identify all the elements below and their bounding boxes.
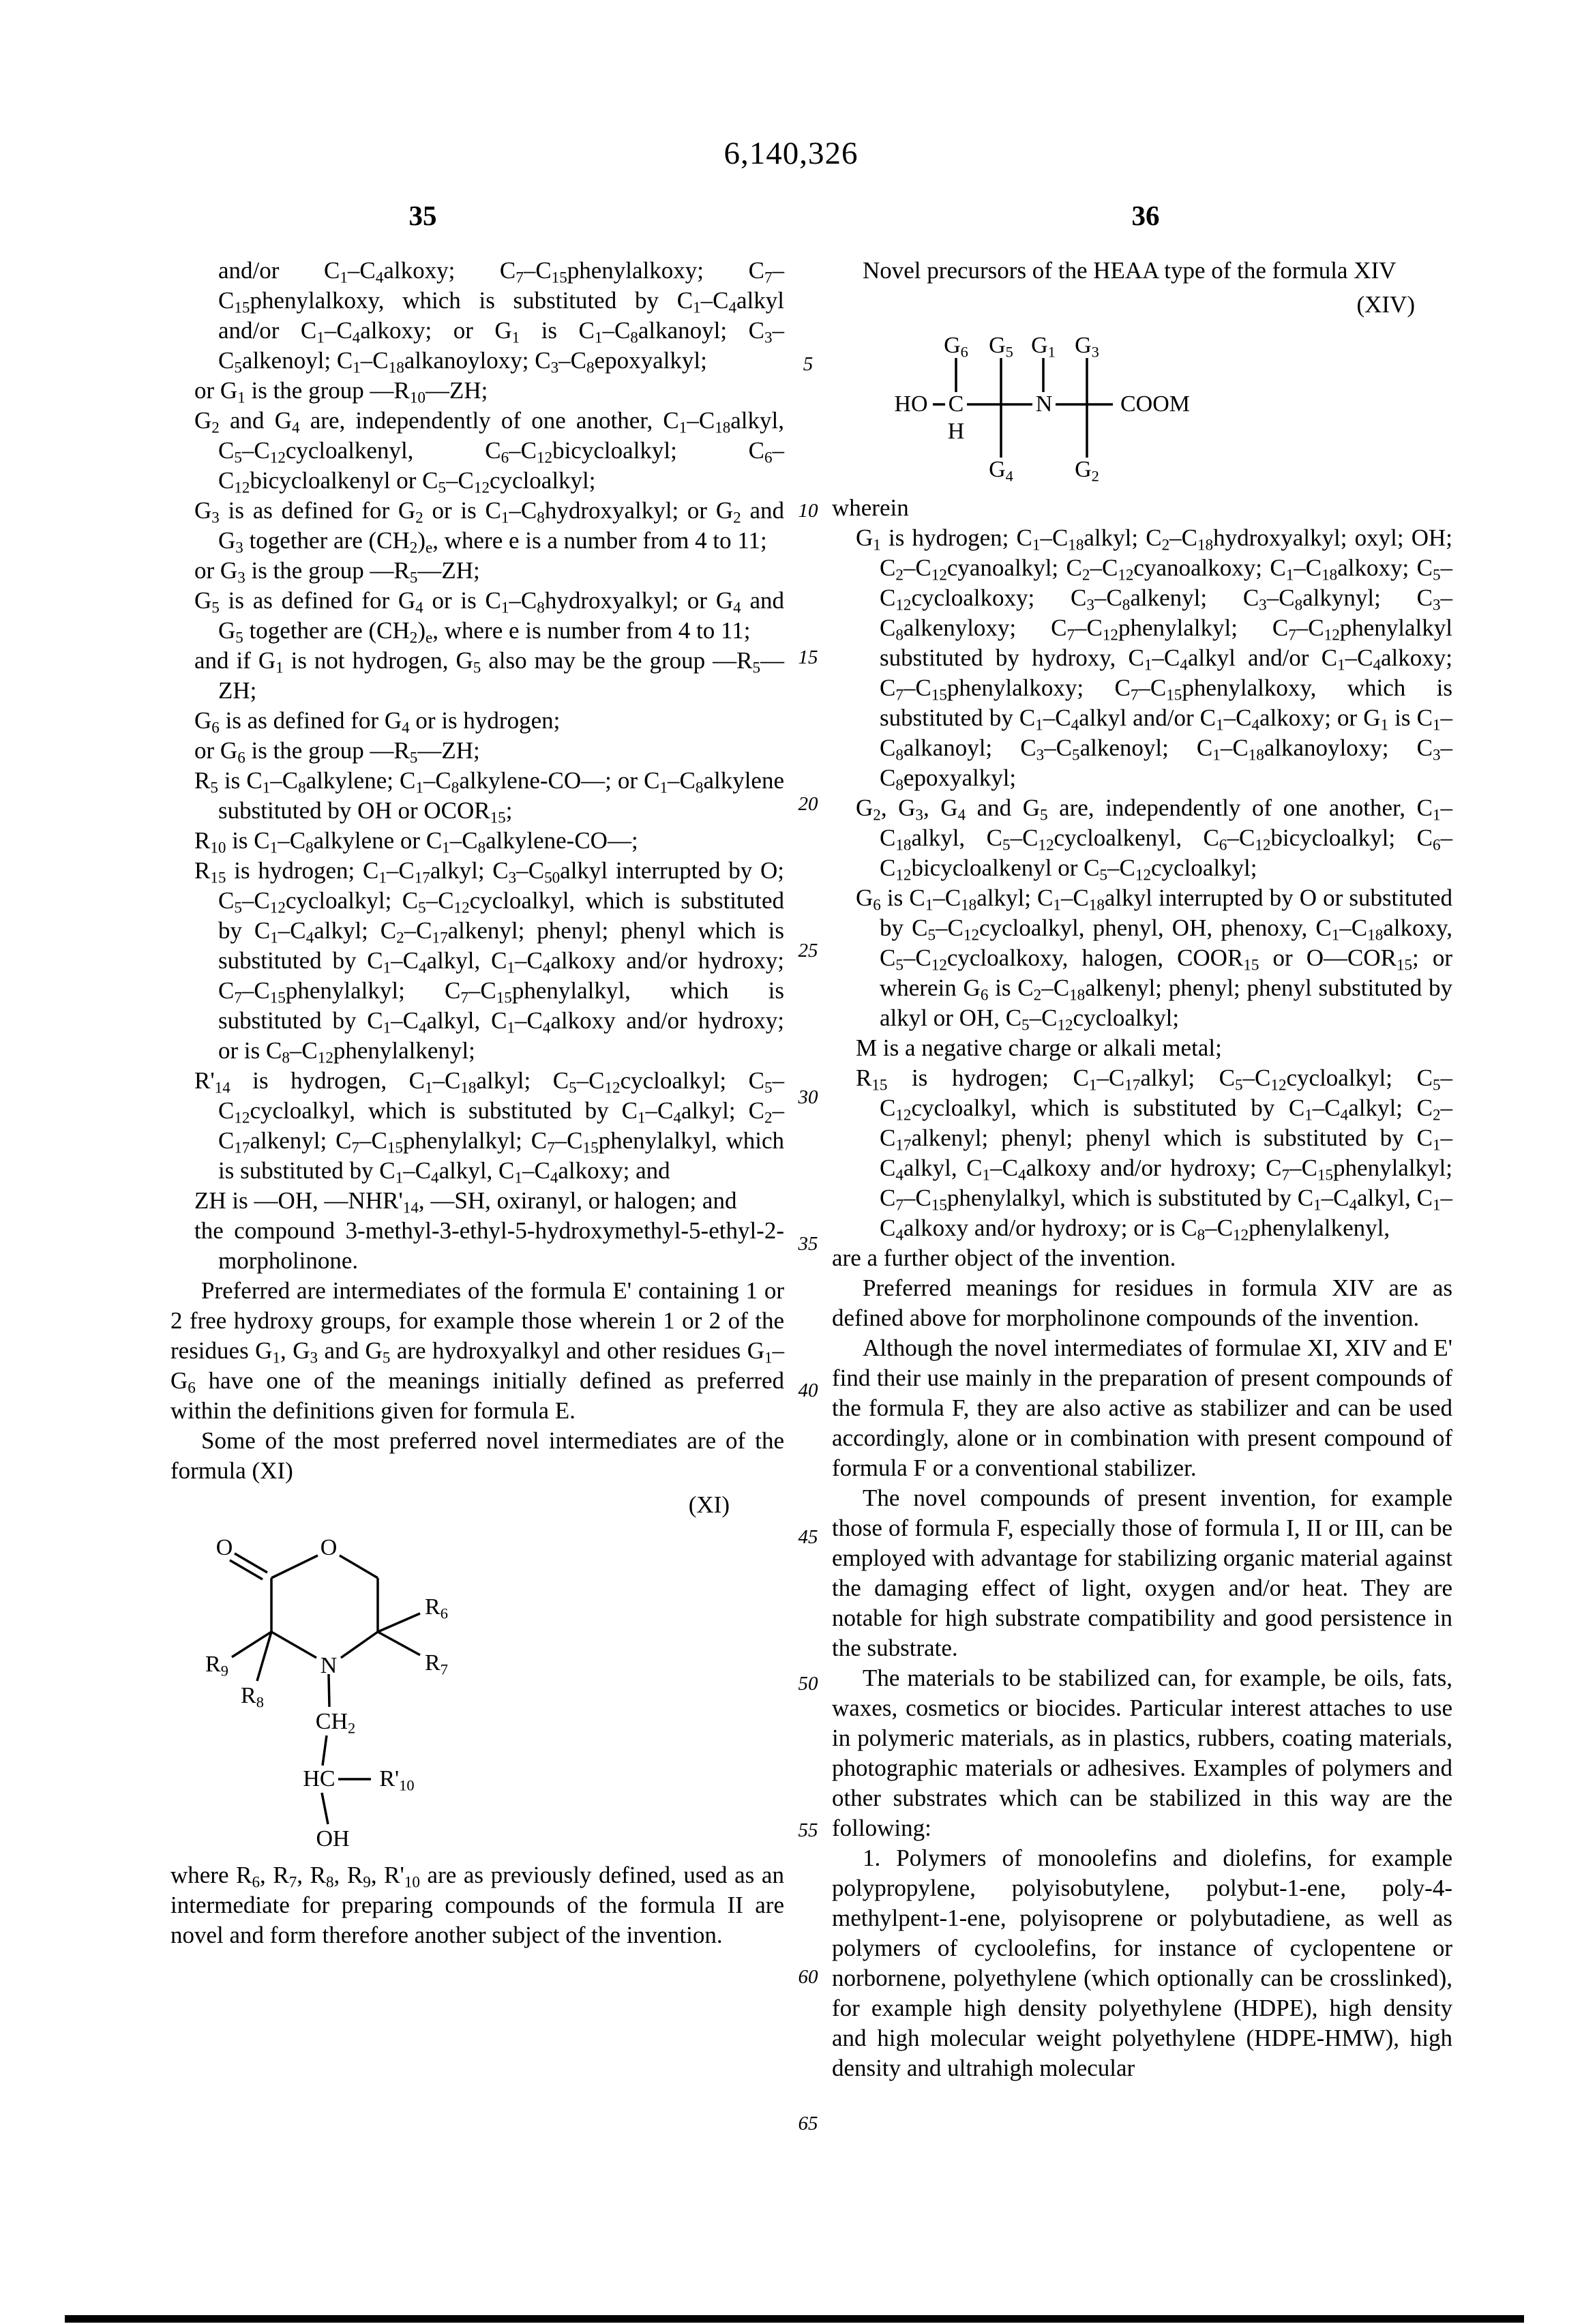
definition-item: $R_5$ is $C_1-C_8alkylene$; $C_1-C_8alkylene-CO—$; or $C_1-C_8alkylene$ substituted by OH or $OCOR_{15}$; <box>194 767 784 826</box>
paragraph: Novel precursors of the HEAA type of the formula XIV <box>863 257 1397 284</box>
paragraph: where $R_6$, $R_7$, $R_8$, $R_9$, $R'_{10}$ are as previously defined, used as an intermediate for preparing compounds of the formula II are novel and form therefore another subject of the invention. <box>170 1862 784 1948</box>
atom-hydrogen: H <box>947 419 965 444</box>
column-number-right: 36 <box>1131 200 1160 231</box>
substituent-g3: $G_3$ <box>1075 333 1099 361</box>
paragraph: Preferred meanings for residues in formula XIV are as defined above for morpholinone compounds of the invention. <box>832 1275 1452 1331</box>
definition-item: $G_6$ is $C_1-C_{18}alkyl$; $C_1-C_{18}alkyl$ interrupted by O or substituted by $C_5-C_{12}cycloalkyl$, phenyl, OH, phenoxy, $C_1-C_{18}alkoxy$, $C_5-C_{12}cycloalkoxy$, halogen, $COOR_{15}$ or $O—COR_{15}$; or wherein $G_6$ is $C_2-C_{18}alkenyl$; phenyl; phenyl substituted by alkyl or OH, $C_5-C_{12}cycloalkyl$; <box>856 884 1452 1034</box>
substituent-g6: $G_6$ <box>944 333 968 361</box>
group-hc: HC <box>303 1766 335 1791</box>
definition-item: $G_6$ is as defined for $G_4$ or is hydrogen; <box>194 707 561 736</box>
right-column <box>832 256 1452 2083</box>
line-number: 20 <box>798 793 818 815</box>
line-number: 15 <box>798 646 818 668</box>
wherein-label: wherein <box>832 494 909 521</box>
substituent-r7: $R_7$ <box>425 1650 448 1678</box>
line-number: 65 <box>798 2113 818 2134</box>
definition-item: $G_2$, $G_3$, $G_4$ and $G_5$ are, independently of one another, $C_1-C_{18}alkyl$, $C_5-C_{12}cycloalkenyl$, $C_6-C_{12}bicycloalkyl$; $C_6-C_{12}bicycloalkenyl$ or $C_5-C_{12}cycloalkyl$; <box>856 794 1453 884</box>
definition-item: or $G_6$ is the group $—R_5—ZH$; <box>194 737 480 766</box>
line-number: 45 <box>798 1526 818 1548</box>
paragraph: The materials to be stabilized can, for example, be oils, fats, waxes, cosmetics or biocides. Particular interest attaches to use in polymeric materials, as in plastics, rubbers, coating materials, photographic materials or adhesives. Examples of polymers and other substrates which can be stabilized in this way are the following: <box>832 1665 1452 1841</box>
substituent-g2: $G_2$ <box>1075 457 1099 485</box>
substituent-g1: $G_1$ <box>1031 333 1056 361</box>
continuation-text: and/or $C_1-C_4alkoxy$; $C_7-C_{15}phenylalkoxy$; $C_7-C_{15}phenylalkoxy$, which is substituted by $C_1-C_4alkyl$ and/or $C_1-C_4alkoxy$; or $G_1$ is $C_1-C_8alkanoyl$; $C_3-C_5alkenoyl$; $C_1-C_{18}alkanoyloxy$; $C_3-C_8epoxyalkyl$; <box>218 257 785 376</box>
substituent-g4: $G_4$ <box>989 457 1013 485</box>
group-coom: COOM <box>1120 391 1191 417</box>
line-number: 60 <box>798 1966 818 1988</box>
definition-item: $G_1$ is hydrogen; $C_1-C_{18}alkyl$; $C_2-C_{18}hydroxyalkyl$; oxyl; OH; $C_2-C_{12}cyanoalkyl$; $C_2-C_{12}cyanoalkoxy$; $C_1-C_{18}alkoxy$; $C_5-C_{12}cycloalkoxy$; $C_3-C_8alkenyl$; $C_3-C_8alkynyl$; $C_3-C_8alkenyloxy$; $C_7-C_{12}phenylalkyl$; $C_7-C_{12}phenylalkyl$ substituted by hydroxy, $C_1-C_4alkyl$ and/or $C_1-C_4alkoxy$; $C_7-C_{15}phenylalkoxy$; $C_7-C_{15}phenylalkoxy$, which is substituted by $C_1-C_4alkyl$ and/or $C_1-C_4alkoxy$; or $G_1$ is $C_1-C_8alkanoyl$; $C_3-C_5alkenoyl$; $C_1-C_{18}alkanoyloxy$; $C_3-C_8epoxyalkyl$; <box>856 524 1453 794</box>
definition-item: $R_{10}$ is $C_1-C_8alkylene$ or $C_1-C_8alkylene-CO—$; <box>194 827 638 856</box>
line-number: 55 <box>798 1819 818 1841</box>
paragraph: Preferred are intermediates of the formula E' containing 1 or 2 free hydroxy groups, for example those wherein 1 or 2 of the residues $G_1$, $G_3$ and $G_5$ are hydroxyalkyl and other residues $G_1-G_6$ have one of the meanings initially defined as preferred within the definitions given for formula E. <box>170 1277 785 1424</box>
substituent-r10-prime: $R'_{10}$ <box>379 1766 415 1794</box>
atom-carbon: C <box>948 391 964 417</box>
definition-item: the compound 3-methyl-3-ethyl-5-hydroxymethyl-5-ethyl-2-morpholinone. <box>194 1217 784 1274</box>
atom-nitrogen: N <box>320 1653 338 1678</box>
line-number: 30 <box>798 1086 818 1108</box>
paragraph: The novel compounds of present invention, for example those of formula F, especially those of formula I, II or III, can be employed with advantage for stabilizing organic material against the damaging effect of light, oxygen and/or heat. They are notable for high substrate compatibility and good persistence in the substrate. <box>832 1485 1452 1661</box>
substituent-g5: $G_5$ <box>989 333 1013 361</box>
substituent-r6: $R_6$ <box>425 1594 448 1622</box>
formula-xi-label: (XI) <box>688 1491 730 1518</box>
formula-xiv-label: (XIV) <box>1356 291 1415 318</box>
substituent-r8: $R_8$ <box>241 1683 264 1711</box>
definition-item: $R_{15}$ is hydrogen; $C_1-C_{17}alkyl$; $C_5-C_{12}cycloalkyl$; $C_5-C_{12}cycloalkyl$, which is substituted by $C_1-C_4alkyl$; $C_2-C_{17}alkenyl$; phenyl; phenyl which is substituted by $C_1-C_4alkyl$, $C_1-C_4alkoxy$ and/or hydroxy; $C_7-C_{15}phenylalkyl$; $C_7-C_{15}phenylalkyl$, which is substituted by $C_1-C_4alkyl$, $C_1-C_4alkoxy$ and/or hydroxy; or is $C_8-C_{12}phenylalkenyl$, <box>856 1064 1453 1244</box>
formula-xiv-figure <box>832 290 1452 486</box>
column-number-left: 35 <box>408 200 437 231</box>
atom-carbonyl-oxygen: O <box>215 1535 233 1560</box>
line-number: 50 <box>798 1673 818 1695</box>
group-oh: OH <box>316 1826 350 1851</box>
definition-item: $G_2$ and $G_4$ are, independently of one another, $C_1-C_{18}alkyl$, $C_5-C_{12}cycloalkenyl$, $C_6-C_{12}bicycloalkyl$; $C_6-C_{12}bicycloalkenyl$ or $C_5-C_{12}cycloalkyl$; <box>194 407 784 496</box>
line-number: 35 <box>798 1233 818 1255</box>
line-number: 40 <box>798 1380 818 1401</box>
definition-item: M is a negative charge or alkali metal; <box>856 1034 1222 1061</box>
definition-item: $G_3$ is as defined for $G_2$ or is $C_1-C_8hydroxyalkyl$; or $G_2$ and $G_3$ together are $(CH_2)_e$, where e is a number from 4 to 11; <box>194 497 784 556</box>
continuation-text: are a further object of the invention. <box>832 1245 1176 1271</box>
line-number: 5 <box>803 353 814 375</box>
definition-item: ZH is —OH, $—NHR'_{14}$, —SH, oxiranyl, or halogen; and <box>194 1187 737 1217</box>
formula-xiv-structure <box>880 323 1234 486</box>
line-number: 10 <box>798 500 818 522</box>
formula-xi-structure <box>191 1525 505 1856</box>
paragraph: 1. Polymers of monoolefins and diolefins, for example polypropylene, polyisobutylene, polybut-1-ene, poly-4-methylpent-1-ene, polyisoprene or polybutadiene, as well as polymers of cycloolefins, for instance of cyclopentene or norbornene, polyethylene (which optionally can be crosslinked), for example high density polyethylene (HDPE), high density and high molecular weight polyethylene (HDPE-HMW), high density and ultrahigh molecular <box>832 1845 1452 2081</box>
paragraph: Although the novel intermediates of formulae XI, XIV and E' find their use mainly in the preparation of present compounds of the formula F, they are also active as stabilizer and can be used accordingly, alone or in combination with present compound of formula F or a conventional stabilizer. <box>832 1335 1452 1481</box>
formula-xi-figure <box>170 1490 784 1856</box>
definition-item: or $G_3$ is the group $—R_5—ZH$; <box>194 557 480 586</box>
substituent-r9: $R_9$ <box>205 1652 228 1680</box>
group-ch2: $CH_2$ <box>315 1709 356 1737</box>
formula-xi-bonds <box>191 1525 505 1856</box>
definition-item: $R'_{14}$ is hydrogen, $C_1-C_{18}alkyl$; $C_5-C_{12}cycloalkyl$; $C_5-C_{12}cycloalkyl$, which is substituted by $C_1-C_4alkyl$; $C_2-C_{17}alkenyl$; $C_7-C_{15}phenylalkyl$; $C_7-C_{15}phenylalkyl$, which is substituted by $C_1-C_4alkyl$, $C_1-C_4alkoxy$; and <box>194 1067 785 1187</box>
definition-item: $R_{15}$ is hydrogen; $C_1-C_{17}alkyl$; $C_3-C_{50}alkyl$ interrupted by O; $C_5-C_{12}cycloalkyl$; $C_5-C_{12}cycloalkyl$, which is substituted by $C_1-C_4alkyl$; $C_2-C_{17}alkenyl$; phenyl; phenyl which is substituted by $C_1-C_4alkyl$, $C_1-C_4alkoxy$ and/or hydroxy; $C_7-C_{15}phenylalkyl$; $C_7-C_{15}phenylalkyl$, which is substituted by $C_1-C_4alkyl$, $C_1-C_4alkoxy$ and/or hydroxy; or is $C_8-C_{12}phenylalkenyl$; <box>194 857 785 1067</box>
paragraph: Some of the most preferred novel intermediates are of the formula (XI) <box>170 1427 784 1484</box>
scan-edge-artifact <box>65 2315 1524 2323</box>
group-ho: HO <box>894 391 928 417</box>
definition-item: or $G_1$ is the group $—R_{10}—ZH$; <box>194 377 488 406</box>
atom-ring-oxygen: O <box>320 1535 338 1560</box>
line-number: 25 <box>798 940 818 962</box>
definition-item: and if $G_1$ is not hydrogen, $G_5$ also may be the group $—R_5—ZH$; <box>194 647 784 704</box>
definition-item: $G_5$ is as defined for $G_4$ or is $C_1-C_8hydroxyalkyl$; or $G_4$ and $G_5$ together are $(CH_2)_e$, where e is number from 4 to 11; <box>194 587 784 646</box>
left-column <box>170 256 784 1950</box>
atom-nitrogen: N <box>1035 391 1053 417</box>
patent-number: 6,140,326 <box>723 136 859 171</box>
